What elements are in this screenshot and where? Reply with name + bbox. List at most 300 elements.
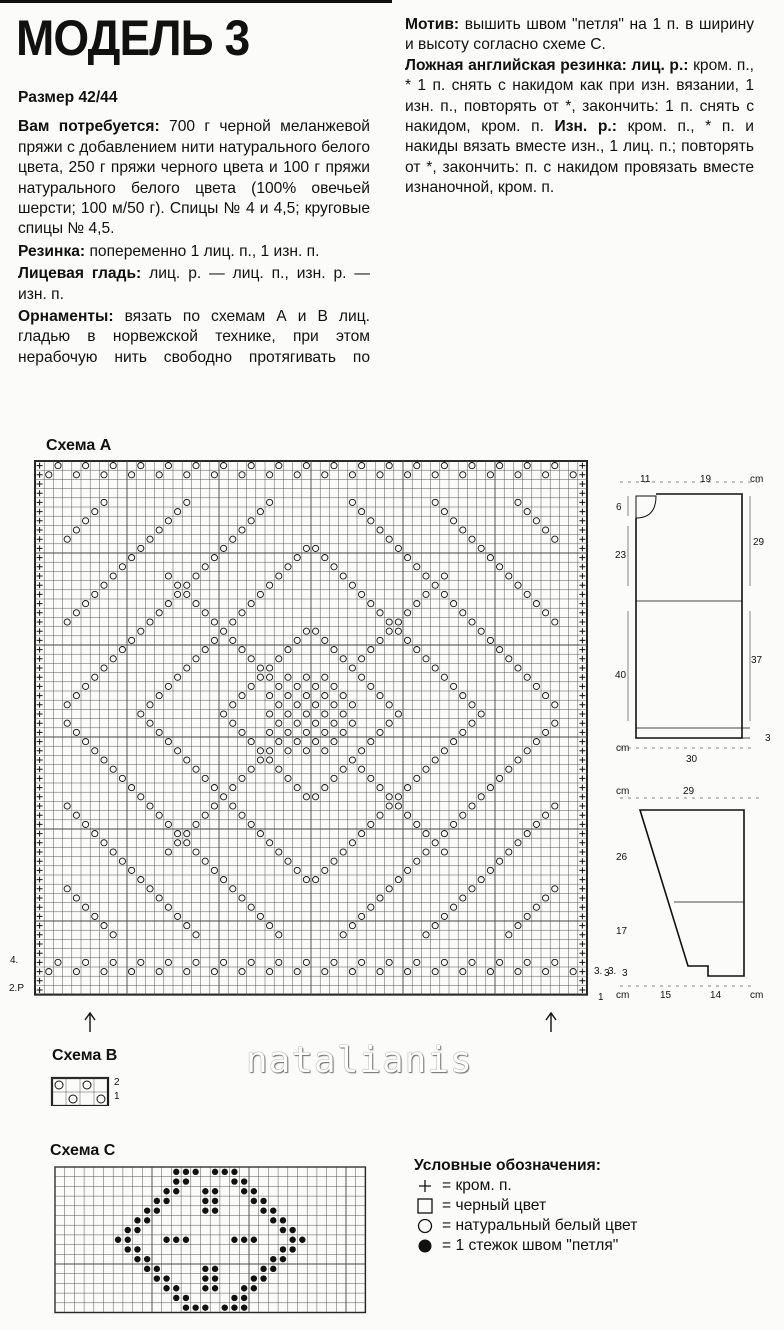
white-stitch-mark bbox=[55, 1081, 63, 1089]
white-stitch-mark bbox=[294, 785, 300, 791]
edge-stitch-mark bbox=[37, 886, 43, 892]
edge-stitch-mark bbox=[37, 969, 43, 975]
loop-stitch-mark bbox=[183, 1295, 189, 1301]
white-stitch-mark bbox=[441, 959, 447, 965]
edge-stitch-mark bbox=[579, 858, 585, 864]
loop-stitch-mark bbox=[251, 1188, 257, 1194]
edge-stitch-mark bbox=[37, 821, 43, 827]
white-stitch-mark bbox=[386, 803, 392, 809]
white-stitch-mark bbox=[487, 867, 493, 873]
sleeve-top-29: 29 bbox=[683, 786, 695, 797]
white-stitch-mark bbox=[248, 601, 254, 607]
white-stitch-mark bbox=[349, 720, 355, 726]
edge-stitch-mark bbox=[37, 545, 43, 551]
white-stitch-mark bbox=[377, 472, 383, 478]
edge-stitch-mark bbox=[579, 647, 585, 653]
loop-stitch-mark bbox=[222, 1304, 228, 1310]
scheme-a-row-label-2: 2.Р bbox=[9, 983, 25, 994]
white-stitch-mark bbox=[156, 812, 162, 818]
edge-stitch-mark bbox=[579, 748, 585, 754]
page-title: МОДЕЛЬ 3 bbox=[16, 10, 250, 66]
white-stitch-mark bbox=[193, 766, 199, 772]
edge-stitch-mark bbox=[37, 481, 43, 487]
white-stitch-mark bbox=[165, 959, 171, 965]
loop-stitch-mark bbox=[270, 1266, 276, 1272]
white-stitch-mark bbox=[386, 959, 392, 965]
white-stitch-mark bbox=[73, 693, 79, 699]
top-rule bbox=[0, 0, 392, 3]
loop-stitch-mark bbox=[241, 1188, 247, 1194]
edge-stitch-mark bbox=[37, 775, 43, 781]
white-stitch-mark bbox=[110, 959, 116, 965]
white-stitch-mark bbox=[285, 729, 291, 735]
white-stitch-mark bbox=[322, 674, 328, 680]
white-stitch-mark bbox=[414, 821, 420, 827]
edge-stitch-mark bbox=[37, 619, 43, 625]
white-stitch-mark bbox=[386, 886, 392, 892]
loop-stitch-mark bbox=[231, 1295, 237, 1301]
white-stitch-mark bbox=[469, 463, 475, 469]
white-stitch-mark bbox=[101, 923, 107, 929]
white-stitch-mark bbox=[46, 969, 52, 975]
loop-stitch-mark bbox=[241, 1295, 247, 1301]
white-stitch-mark bbox=[313, 877, 319, 883]
white-stitch-mark bbox=[230, 886, 236, 892]
white-stitch-mark bbox=[441, 913, 447, 919]
white-stitch-mark bbox=[395, 628, 401, 634]
edge-stitch-mark bbox=[579, 803, 585, 809]
white-stitch-mark bbox=[239, 693, 245, 699]
white-stitch-mark bbox=[267, 757, 273, 763]
white-stitch-mark bbox=[432, 665, 438, 671]
white-stitch-mark bbox=[147, 720, 153, 726]
edge-stitch-mark bbox=[37, 766, 43, 772]
white-stitch-mark bbox=[92, 674, 98, 680]
edge-stitch-mark bbox=[579, 527, 585, 533]
edge-stitch-mark bbox=[579, 656, 585, 662]
white-stitch-mark bbox=[469, 702, 475, 708]
white-stitch-mark bbox=[101, 969, 107, 975]
loop-stitch-mark bbox=[163, 1275, 169, 1281]
loop-stitch-mark bbox=[251, 1237, 257, 1243]
white-stitch-mark bbox=[138, 628, 144, 634]
scheme-b-row-1: 1 bbox=[114, 1091, 120, 1102]
loop-stitch-mark bbox=[260, 1275, 266, 1281]
white-stitch-mark bbox=[303, 674, 309, 680]
loop-stitch-mark bbox=[183, 1169, 189, 1175]
white-stitch-mark bbox=[119, 647, 125, 653]
edge-stitch-mark bbox=[579, 683, 585, 689]
sleeve-left-26: 26 bbox=[616, 852, 628, 863]
loop-stitch-mark bbox=[134, 1217, 140, 1223]
white-stitch-mark bbox=[524, 509, 530, 515]
edge-stitch-mark bbox=[37, 858, 43, 864]
white-stitch-mark bbox=[524, 913, 530, 919]
white-stitch-mark bbox=[239, 610, 245, 616]
white-stitch-mark bbox=[478, 545, 484, 551]
repeat-arrow-end-icon bbox=[541, 1010, 561, 1034]
loop-stitch-mark bbox=[154, 1266, 160, 1272]
white-stitch-mark bbox=[129, 785, 135, 791]
loop-stitch-mark bbox=[173, 1169, 179, 1175]
circle-icon bbox=[414, 1216, 436, 1236]
front-top-11: 11 bbox=[640, 474, 651, 485]
white-stitch-mark bbox=[515, 840, 521, 846]
white-stitch-mark bbox=[294, 867, 300, 873]
white-stitch-mark bbox=[64, 803, 70, 809]
white-stitch-mark bbox=[184, 582, 190, 588]
loop-stitch-mark bbox=[144, 1217, 150, 1223]
white-stitch-mark bbox=[303, 748, 309, 754]
edge-stitch-mark bbox=[579, 463, 585, 469]
white-stitch-mark bbox=[257, 748, 263, 754]
white-stitch-mark bbox=[276, 656, 282, 662]
white-stitch-mark bbox=[248, 766, 254, 772]
loop-stitch-mark bbox=[134, 1256, 140, 1262]
white-stitch-mark bbox=[414, 647, 420, 653]
white-stitch-mark bbox=[368, 647, 374, 653]
white-stitch-mark bbox=[267, 665, 273, 671]
white-stitch-mark bbox=[147, 702, 153, 708]
edge-stitch-mark bbox=[579, 555, 585, 561]
loop-stitch-mark bbox=[173, 1178, 179, 1184]
edge-stitch-mark bbox=[579, 610, 585, 616]
edge-stitch-mark bbox=[37, 555, 43, 561]
white-stitch-mark bbox=[313, 628, 319, 634]
edge-stitch-mark bbox=[37, 978, 43, 984]
white-stitch-mark bbox=[193, 463, 199, 469]
edge-stitch-mark bbox=[579, 665, 585, 671]
white-stitch-mark bbox=[83, 463, 89, 469]
white-stitch-mark bbox=[423, 932, 429, 938]
white-stitch-mark bbox=[524, 463, 530, 469]
white-stitch-mark bbox=[184, 591, 190, 597]
white-stitch-mark bbox=[83, 683, 89, 689]
white-stitch-mark bbox=[175, 591, 181, 597]
white-stitch-mark bbox=[497, 463, 503, 469]
scheme-a-title: Схема А bbox=[46, 437, 112, 454]
white-stitch-mark bbox=[331, 463, 337, 469]
white-stitch-mark bbox=[211, 867, 217, 873]
white-stitch-mark bbox=[83, 904, 89, 910]
white-stitch-mark bbox=[377, 812, 383, 818]
edge-stitch-mark bbox=[37, 463, 43, 469]
white-stitch-mark bbox=[230, 720, 236, 726]
white-stitch-mark bbox=[515, 582, 521, 588]
white-stitch-mark bbox=[248, 463, 254, 469]
white-stitch-mark bbox=[165, 849, 171, 855]
white-stitch-mark bbox=[414, 564, 420, 570]
front-left-40: 40 bbox=[615, 670, 627, 681]
white-stitch-mark bbox=[138, 463, 144, 469]
white-stitch-mark bbox=[119, 858, 125, 864]
white-stitch-mark bbox=[294, 969, 300, 975]
white-stitch-mark bbox=[405, 610, 411, 616]
white-stitch-mark bbox=[423, 766, 429, 772]
white-stitch-mark bbox=[515, 757, 521, 763]
loop-stitch-mark bbox=[231, 1304, 237, 1310]
white-stitch-mark bbox=[331, 959, 337, 965]
white-stitch-mark bbox=[368, 821, 374, 827]
edge-stitch-mark bbox=[579, 821, 585, 827]
loop-stitch-mark bbox=[212, 1275, 218, 1281]
front-right-37: 37 bbox=[751, 655, 763, 666]
loop-stitch-mark bbox=[212, 1285, 218, 1291]
loop-stitch-mark bbox=[144, 1266, 150, 1272]
white-stitch-mark bbox=[138, 877, 144, 883]
white-stitch-mark bbox=[110, 656, 116, 662]
loop-stitch-mark bbox=[270, 1217, 276, 1223]
white-stitch-mark bbox=[451, 821, 457, 827]
white-stitch-mark bbox=[460, 969, 466, 975]
white-stitch-mark bbox=[257, 913, 263, 919]
white-stitch-mark bbox=[221, 711, 227, 717]
white-stitch-mark bbox=[423, 573, 429, 579]
loop-stitch-mark bbox=[251, 1198, 257, 1204]
white-stitch-mark bbox=[469, 959, 475, 965]
edge-stitch-mark bbox=[37, 757, 43, 763]
white-stitch-mark bbox=[405, 555, 411, 561]
edge-stitch-mark bbox=[37, 573, 43, 579]
white-stitch-mark bbox=[552, 702, 558, 708]
edge-stitch-mark bbox=[579, 509, 585, 515]
loop-stitch-mark bbox=[173, 1285, 179, 1291]
white-stitch-mark bbox=[257, 757, 263, 763]
edge-stitch-mark bbox=[579, 987, 585, 993]
white-stitch-mark bbox=[414, 858, 420, 864]
sleeve-cm-bottom: cm bbox=[616, 990, 630, 1001]
white-stitch-mark bbox=[193, 573, 199, 579]
white-stitch-mark bbox=[211, 785, 217, 791]
edge-stitch-mark bbox=[579, 582, 585, 588]
loop-stitch-mark bbox=[192, 1169, 198, 1175]
loop-stitch-mark bbox=[202, 1198, 208, 1204]
white-stitch-mark bbox=[267, 472, 273, 478]
white-stitch-mark bbox=[386, 619, 392, 625]
edge-stitch-mark bbox=[37, 904, 43, 910]
edge-stitch-mark bbox=[579, 913, 585, 919]
edge-stitch-mark bbox=[579, 628, 585, 634]
loop-stitch-mark bbox=[144, 1256, 150, 1262]
white-stitch-mark bbox=[193, 656, 199, 662]
white-stitch-mark bbox=[285, 775, 291, 781]
white-stitch-mark bbox=[313, 702, 319, 708]
loop-stitch-mark bbox=[163, 1237, 169, 1243]
white-stitch-mark bbox=[294, 683, 300, 689]
edge-stitch-mark bbox=[579, 720, 585, 726]
loop-stitch-mark bbox=[260, 1198, 266, 1204]
white-stitch-mark bbox=[533, 739, 539, 745]
white-stitch-mark bbox=[276, 683, 282, 689]
white-stitch-mark bbox=[395, 711, 401, 717]
edge-stitch-mark bbox=[37, 785, 43, 791]
edge-stitch-mark bbox=[579, 518, 585, 524]
edge-stitch-mark bbox=[37, 499, 43, 505]
loop-stitch-mark bbox=[144, 1207, 150, 1213]
white-stitch-mark bbox=[211, 555, 217, 561]
white-stitch-mark bbox=[147, 886, 153, 892]
white-stitch-mark bbox=[267, 748, 273, 754]
legend bbox=[414, 1156, 637, 1256]
white-stitch-mark bbox=[221, 463, 227, 469]
white-stitch-mark bbox=[423, 656, 429, 662]
edge-stitch-mark bbox=[579, 978, 585, 984]
edge-stitch-mark bbox=[579, 794, 585, 800]
white-stitch-mark bbox=[331, 720, 337, 726]
white-stitch-mark bbox=[460, 472, 466, 478]
white-stitch-mark bbox=[276, 573, 282, 579]
white-stitch-mark bbox=[64, 619, 70, 625]
white-stitch-mark bbox=[101, 757, 107, 763]
white-stitch-mark bbox=[64, 886, 70, 892]
legend-item-stitch: = 1 стежок швом "петля" bbox=[414, 1236, 637, 1256]
white-stitch-mark bbox=[423, 849, 429, 855]
front-cm-bottom: cm bbox=[616, 743, 630, 754]
white-stitch-mark bbox=[515, 665, 521, 671]
stockinette-paragraph: Лицевая гладь: лиц. р. — лиц. п., изн. р. — изн. п. bbox=[18, 265, 371, 303]
white-stitch-mark bbox=[340, 849, 346, 855]
scheme-b-grid bbox=[50, 1076, 112, 1106]
edge-stitch-mark bbox=[37, 729, 43, 735]
white-stitch-mark bbox=[156, 610, 162, 616]
edge-stitch-mark bbox=[579, 739, 585, 745]
white-stitch-mark bbox=[524, 959, 530, 965]
white-stitch-mark bbox=[303, 628, 309, 634]
white-stitch-mark bbox=[156, 969, 162, 975]
white-stitch-mark bbox=[506, 766, 512, 772]
white-stitch-mark bbox=[138, 545, 144, 551]
white-stitch-mark bbox=[303, 693, 309, 699]
white-stitch-mark bbox=[221, 545, 227, 551]
white-stitch-mark bbox=[294, 720, 300, 726]
white-stitch-mark bbox=[147, 803, 153, 809]
white-stitch-mark bbox=[377, 693, 383, 699]
sleeve-bottom-15: 15 bbox=[660, 990, 672, 1001]
edge-stitch-mark bbox=[579, 637, 585, 643]
white-stitch-mark bbox=[524, 831, 530, 837]
loop-stitch-mark bbox=[299, 1237, 305, 1243]
white-stitch-mark bbox=[524, 748, 530, 754]
white-stitch-mark bbox=[73, 969, 79, 975]
white-stitch-mark bbox=[211, 969, 217, 975]
loop-stitch-mark bbox=[212, 1169, 218, 1175]
white-stitch-mark bbox=[515, 472, 521, 478]
edge-stitch-mark bbox=[579, 591, 585, 597]
white-stitch-mark bbox=[129, 472, 135, 478]
white-stitch-mark bbox=[165, 518, 171, 524]
white-stitch-mark bbox=[423, 591, 429, 597]
white-stitch-mark bbox=[69, 1095, 77, 1103]
white-stitch-mark bbox=[533, 683, 539, 689]
loop-stitch-mark bbox=[154, 1198, 160, 1204]
white-stitch-mark bbox=[359, 509, 365, 515]
white-stitch-mark bbox=[165, 683, 171, 689]
white-stitch-mark bbox=[331, 702, 337, 708]
loop-stitch-mark bbox=[154, 1275, 160, 1281]
white-stitch-mark bbox=[101, 665, 107, 671]
white-stitch-mark bbox=[230, 619, 236, 625]
white-stitch-mark bbox=[267, 923, 273, 929]
white-stitch-mark bbox=[165, 739, 171, 745]
white-stitch-mark bbox=[405, 472, 411, 478]
white-stitch-mark bbox=[138, 959, 144, 965]
white-stitch-mark bbox=[478, 877, 484, 883]
ornament-paragraph: Орнаменты: вязать по схемам А и В лиц. гладью в норвежской технике, при этом нерабочую нить свободно протягивать по bbox=[18, 308, 370, 366]
white-stitch-mark bbox=[193, 601, 199, 607]
white-stitch-mark bbox=[110, 573, 116, 579]
edge-stitch-mark bbox=[37, 987, 43, 993]
white-stitch-mark bbox=[377, 895, 383, 901]
white-stitch-mark bbox=[432, 840, 438, 846]
white-stitch-mark bbox=[55, 959, 61, 965]
loop-stitch-mark bbox=[173, 1237, 179, 1243]
front-left-23: 23 bbox=[615, 550, 627, 561]
fake-rib-paragraph: Ложная английская резинка: лиц. р.: кром. п., * 1 п. снять с накидом как при изн. вязании, 1 изн. п., повторять от *, закончить: 1 п. снять с накидом, кром. п. Изн. р.: кром. п., * п. и накиды вязать вместе изн., 1 лиц. п.; повторять от *, закончить: п. с накидом провязать вместе изнаночной, кром. п. bbox=[405, 56, 755, 197]
white-stitch-mark bbox=[441, 463, 447, 469]
white-stitch-mark bbox=[359, 748, 365, 754]
legend-item-white: = натуральный белый цвет bbox=[414, 1216, 637, 1236]
edge-stitch-mark bbox=[37, 527, 43, 533]
edge-stitch-mark bbox=[579, 775, 585, 781]
white-stitch-mark bbox=[267, 499, 273, 505]
loop-stitch-mark bbox=[125, 1227, 131, 1233]
white-stitch-mark bbox=[478, 711, 484, 717]
white-stitch-mark bbox=[303, 711, 309, 717]
white-stitch-mark bbox=[267, 711, 273, 717]
white-stitch-mark bbox=[414, 775, 420, 781]
edge-stitch-mark bbox=[37, 932, 43, 938]
materials-paragraph: Вам потребуется: 700 г черной меланжевой пряжи с добавлением нити натурального белого цвета, 250 г пряжи черного цвета и 100 г пряжи натурального белого цвета (100% овечьей шерсти; 100 м/50 г). Спицы № 4 и 4,5; круговые спицы № 4,5. bbox=[18, 118, 370, 238]
white-stitch-mark bbox=[487, 637, 493, 643]
white-stitch-mark bbox=[570, 969, 576, 975]
edge-stitch-mark bbox=[579, 812, 585, 818]
white-stitch-mark bbox=[257, 509, 263, 515]
white-stitch-mark bbox=[340, 693, 346, 699]
white-stitch-mark bbox=[267, 674, 273, 680]
legend-title: Условные обозначения: bbox=[414, 1157, 601, 1174]
white-stitch-mark bbox=[432, 757, 438, 763]
edge-stitch-mark bbox=[579, 757, 585, 763]
white-stitch-mark bbox=[506, 573, 512, 579]
white-stitch-mark bbox=[156, 527, 162, 533]
edge-stitch-mark bbox=[579, 472, 585, 478]
edge-stitch-mark bbox=[37, 536, 43, 542]
white-stitch-mark bbox=[285, 693, 291, 699]
white-stitch-mark bbox=[239, 647, 245, 653]
white-stitch-mark bbox=[276, 463, 282, 469]
loop-stitch-mark bbox=[212, 1266, 218, 1272]
edge-stitch-mark bbox=[37, 564, 43, 570]
white-stitch-mark bbox=[147, 619, 153, 625]
edge-stitch-mark bbox=[579, 886, 585, 892]
white-stitch-mark bbox=[460, 527, 466, 533]
white-stitch-mark bbox=[359, 674, 365, 680]
white-stitch-mark bbox=[294, 702, 300, 708]
white-stitch-mark bbox=[331, 775, 337, 781]
white-stitch-mark bbox=[221, 628, 227, 634]
loop-stitch-mark bbox=[115, 1237, 121, 1243]
edge-stitch-mark bbox=[579, 573, 585, 579]
white-stitch-mark bbox=[303, 729, 309, 735]
white-stitch-mark bbox=[515, 499, 521, 505]
white-stitch-mark bbox=[285, 711, 291, 717]
white-stitch-mark bbox=[469, 886, 475, 892]
loop-stitch-mark bbox=[173, 1188, 179, 1194]
white-stitch-mark bbox=[478, 794, 484, 800]
scheme-a-right-label-3a: 3. bbox=[594, 966, 603, 977]
size-line: Размер 42/44 bbox=[18, 89, 118, 106]
white-stitch-mark bbox=[487, 785, 493, 791]
